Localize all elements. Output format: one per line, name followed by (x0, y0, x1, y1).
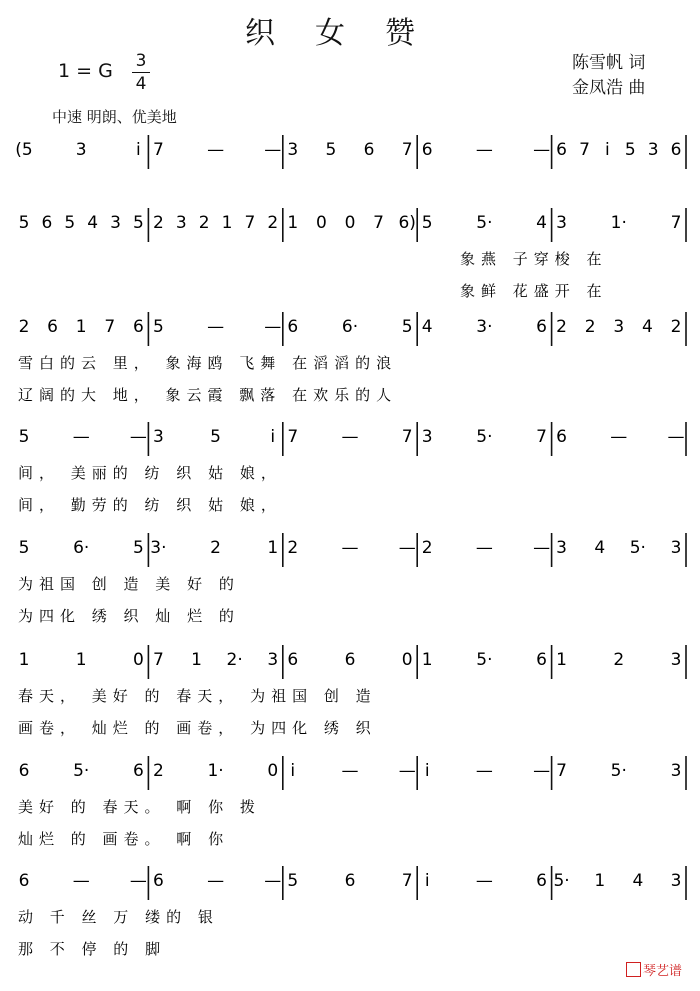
note: 7 (244, 213, 256, 233)
note: 6 (152, 871, 164, 891)
note: i (424, 761, 430, 781)
note: 4 (641, 317, 653, 337)
note: 5 (210, 427, 222, 447)
note: 2 (198, 213, 210, 233)
watermark-logo-icon (626, 962, 641, 977)
lyric-line: 象燕 子穿梭 在 (460, 250, 608, 268)
note: 5 (18, 427, 30, 447)
note: 6 (132, 761, 144, 781)
note: 5 (421, 213, 433, 233)
note: 5· (476, 650, 493, 670)
note: 5 (18, 538, 30, 558)
note: 1 (556, 650, 568, 670)
note: 3 (670, 761, 682, 781)
note: 3 (152, 427, 164, 447)
lyric-line: 画卷， 灿烂 的 画卷， 为四化 绣 织 (18, 719, 377, 737)
note: 3 (267, 650, 279, 670)
note: i (270, 427, 276, 447)
lyricist: 陈雪帆 词 (572, 53, 646, 73)
note: — (264, 140, 282, 160)
song-title: 织女赞 (245, 16, 455, 51)
note: 7 (401, 427, 413, 447)
note: — (264, 317, 282, 337)
note: 5 (152, 317, 164, 337)
note: 6 (287, 650, 299, 670)
note: i (424, 871, 430, 891)
note: 1 (191, 650, 202, 670)
note: 6 (421, 140, 433, 160)
note: 6 (556, 140, 568, 160)
note: 2 (670, 317, 682, 337)
note: — (533, 538, 551, 558)
note: 7 (373, 213, 385, 233)
note: — (341, 427, 359, 447)
lyric-line: 间， 美丽的 纺 织 姑 娘， (18, 464, 282, 482)
note: 3 (556, 538, 568, 558)
note: 3 (670, 871, 682, 891)
note: 7 (579, 140, 590, 160)
note: 2 (287, 538, 299, 558)
composer: 金凤浩 曲 (572, 78, 646, 98)
lyric-line: 那 不 停 的 脚 (18, 940, 167, 958)
note: 1· (610, 213, 627, 233)
note: 3· (476, 317, 493, 337)
note: 3 (175, 213, 187, 233)
note: 7 (152, 650, 164, 670)
note: — (398, 538, 416, 558)
note: 7 (536, 427, 548, 447)
note: — (533, 140, 551, 160)
note: 6· (73, 538, 90, 558)
note: — (207, 871, 225, 891)
note: 6 (536, 650, 548, 670)
note: 6 (344, 871, 356, 891)
note: 6· (341, 317, 359, 337)
note: 2 (18, 317, 30, 337)
note: 3 (421, 427, 433, 447)
note: 5· (476, 213, 493, 233)
note: 2 (556, 317, 568, 337)
note: 7 (104, 317, 116, 337)
note: 6 (41, 213, 53, 233)
lyric-line: 为祖国 创 造 美 好 的 (18, 575, 240, 593)
note: — (129, 871, 147, 891)
note: 3· (150, 538, 167, 558)
note: 4 (632, 871, 644, 891)
lyric-line: 辽阔的大 地， 象云霞 飘落 在欢乐的人 (18, 386, 398, 404)
note: 3 (613, 317, 625, 337)
lyric-line: 象鲜 花盛开 在 (460, 282, 608, 300)
lyric-line: 春天， 美好 的 春天， 为祖国 创 造 (18, 687, 377, 705)
note: 7 (556, 761, 568, 781)
note: 6 (536, 871, 548, 891)
note: 3 (75, 140, 87, 160)
note: — (207, 140, 225, 160)
note: — (72, 871, 90, 891)
note: 6 (536, 317, 548, 337)
note: 5 (624, 140, 636, 160)
note: 3 (287, 140, 299, 160)
note: 0 (401, 650, 413, 670)
note: i (604, 140, 610, 160)
note: 4 (536, 213, 548, 233)
note: 7 (401, 871, 413, 891)
lyric-line: 灿烂 的 画卷。 啊 你 (18, 830, 230, 848)
note: 1 (287, 213, 299, 233)
note: 6 (670, 140, 682, 160)
note: — (533, 761, 551, 781)
note: — (398, 761, 416, 781)
note: 2 (267, 213, 279, 233)
note: 0 (267, 761, 279, 781)
watermark (626, 960, 682, 979)
note: 6 (18, 761, 30, 781)
note: — (129, 427, 147, 447)
note: 1· (207, 761, 224, 781)
note: 6) (398, 213, 416, 233)
note: 5· (610, 761, 627, 781)
note: 2 (613, 650, 625, 670)
note: 5 (64, 213, 76, 233)
note: 1 (18, 650, 30, 670)
note: 0 (344, 213, 356, 233)
note: 4 (421, 317, 433, 337)
note: 1 (267, 538, 279, 558)
note: — (475, 140, 493, 160)
note: 5· (476, 427, 493, 447)
note: 7 (401, 140, 413, 160)
note: i (136, 140, 141, 160)
lyric-line: 为四化 绣 织 灿 烂 的 (18, 607, 240, 625)
lyric-line: 动 千 丝 万 缕的 银 (18, 908, 219, 926)
note: — (207, 317, 225, 337)
note: 6 (556, 427, 568, 447)
note: — (610, 427, 628, 447)
note: — (475, 761, 493, 781)
note: — (475, 538, 493, 558)
note: 2 (421, 538, 433, 558)
note: 5· (553, 871, 570, 891)
meter-bottom: 4 (135, 74, 147, 94)
note: — (264, 871, 282, 891)
note: 0 (315, 213, 327, 233)
note: i (290, 761, 296, 781)
note: 7 (670, 213, 682, 233)
note: 5 (401, 317, 413, 337)
note: 5 (132, 213, 144, 233)
watermark-text: 琴艺谱 (642, 964, 682, 979)
note: 5· (629, 538, 646, 558)
note: 3 (670, 538, 682, 558)
lyric-line: 雪白的云 里， 象海鸥 飞舞 在滔滔的浪 (18, 354, 398, 372)
note: 2 (152, 213, 164, 233)
note: 1 (75, 650, 87, 670)
note: 2· (226, 650, 243, 670)
note: 0 (132, 650, 144, 670)
note: 6 (47, 317, 59, 337)
note: 4 (594, 538, 606, 558)
note: 2 (584, 317, 596, 337)
note: — (341, 538, 359, 558)
note: (5 (15, 140, 33, 160)
note: 1 (221, 213, 233, 233)
note: 1 (75, 317, 87, 337)
note: 4 (87, 213, 99, 233)
lyric-line: 美好 的 春天。 啊 你 拨 (18, 798, 261, 816)
meter-top: 3 (135, 51, 147, 71)
note: 6 (363, 140, 375, 160)
note: 1 (421, 650, 433, 670)
tempo-marking: 中速 明朗、优美地 (52, 108, 177, 126)
note: 2 (152, 761, 164, 781)
note: 5 (325, 140, 337, 160)
note: 3 (647, 140, 659, 160)
key-signature: 1 = G (58, 60, 113, 82)
note: 6 (132, 317, 144, 337)
note: 6 (18, 871, 30, 891)
note: 6 (287, 317, 299, 337)
note: 7 (152, 140, 164, 160)
note: — (341, 761, 359, 781)
lyric-line: 间， 勤劳的 纺 织 姑 娘， (18, 496, 282, 514)
note: — (72, 427, 90, 447)
note: 7 (287, 427, 299, 447)
note: 5 (18, 213, 30, 233)
note: 5 (132, 538, 144, 558)
note: — (475, 871, 493, 891)
note: 5· (73, 761, 90, 781)
note: 2 (210, 538, 222, 558)
note: 3 (556, 213, 568, 233)
note: 3 (110, 213, 121, 233)
note: 6 (344, 650, 356, 670)
note: 1 (594, 871, 606, 891)
note: 5 (287, 871, 299, 891)
note: 3 (670, 650, 682, 670)
note: — (667, 427, 685, 447)
